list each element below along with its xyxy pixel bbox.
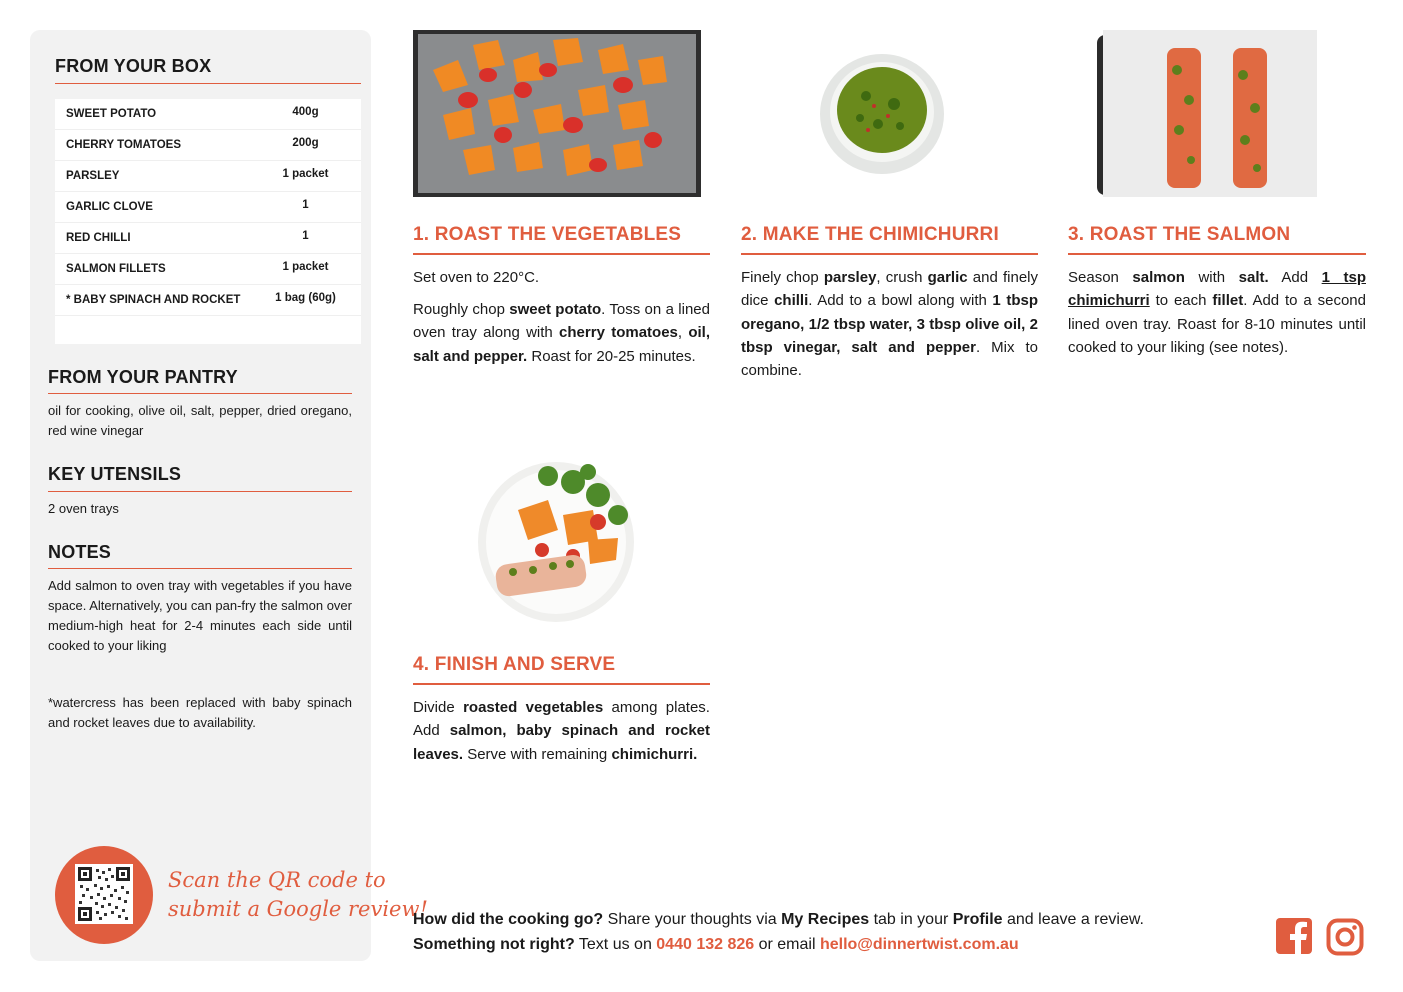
table-row [55,254,361,285]
ingredient-qty: 200g [292,137,319,149]
bold-text: salmon, baby spinach and rocket leaves. [413,722,711,763]
text-run: Finely chop [741,269,824,286]
bold-text: garlic [927,269,968,286]
box-title: FROM YOUR BOX [55,56,212,76]
table-row [55,130,361,161]
qr-review-caption [168,866,428,924]
feedback-line [413,911,1144,929]
feedback-text-c: and leave a review. [1002,911,1144,928]
table-row [55,223,361,254]
step4-title: 4. FINISH AND SERVE [413,654,616,675]
my-recipes-label: My Recipes [781,911,870,928]
bold-text: oil, salt and pepper. [413,324,710,365]
pantry-text: oil for cooking, olive oil, salt, pepper, dried oregano, red wine vinegar [48,403,352,438]
step3-title: 3. ROAST THE SALMON [1068,224,1291,245]
text-run: . Toss on a lined oven tray along with [413,301,710,342]
step4-method-text [413,696,710,766]
ingredient-name: SWEET POTATO [66,108,157,120]
step2-method-text [741,266,1038,382]
pantry-title: FROM YOUR PANTRY [48,367,238,387]
instagram-icon[interactable] [1326,918,1364,956]
ingredient-qty: 1 [302,199,309,211]
feedback-question: How did the cooking go? [413,911,604,928]
bold-text: sweet potato [509,301,602,318]
contact-question: Something not right? [413,936,575,953]
text-run: Roughly chop [413,301,510,318]
text-run: . Add to a second lined oven tray. Roast for 8-10 minutes until cooked to your liking (see notes). [1068,292,1366,356]
text-run: with [1184,269,1239,286]
bold-text: salt. [1238,269,1269,286]
utensils-title: KEY UTENSILS [48,464,182,484]
ingredient-name: RED CHILLI [66,232,131,244]
text-run: . Add to a bowl along with [808,292,993,310]
text-run: Roast for 20-25 minutes. [527,347,696,365]
table-row [55,161,361,192]
step1-divider [413,253,710,255]
ingredient-name: PARSLEY [66,170,120,182]
box-divider [55,83,361,84]
text-run: Divide [413,699,464,716]
text-run: among plates. Add [413,699,710,740]
bold-text: fillet [1212,292,1244,310]
roast-salmon-photo [1097,30,1323,197]
contact-text-b: or email [754,936,820,953]
finished-dish-photo [478,460,638,624]
text-run: Add [1268,269,1322,286]
ingredient-name: CHERRY TOMATOES [66,139,182,151]
ingredient-qty: 400g [292,106,319,118]
ingredient-qty: 1 bag (60g) [275,292,336,304]
qr-code-badge[interactable] [55,846,153,944]
bold-text: chimichurri. [611,745,698,763]
notes-footnote: *watercress has been replaced with baby spinach and rocket leaves due to availability. [48,695,352,730]
text-run: , [677,324,689,342]
step4-divider [413,683,710,685]
step3-divider [1068,253,1366,255]
phone-link[interactable]: 0440 132 826 [656,936,755,953]
text-run: and finely dice [741,269,1038,310]
ingredients-table [55,99,361,344]
step2-title: 2. MAKE THE CHIMICHURRI [741,224,999,245]
utensils-text: 2 oven trays [48,501,119,516]
step1-title: 1. ROAST THE VEGETABLES [413,224,682,245]
utensils-divider [48,491,352,492]
text-run: Season [1068,269,1133,286]
bold-text: parsley [823,269,877,286]
chimichurri-bowl-photo [818,52,946,176]
ingredient-qty: 1 [302,230,309,242]
email-link[interactable]: hello@dinnertwist.com.au [819,936,1019,953]
contact-line [413,936,1019,954]
step2-divider [741,253,1038,255]
qr-caption-line2: submit a Google review! [168,897,428,921]
ingredient-name: * BABY SPINACH AND ROCKET [66,294,241,306]
text-run: to each [1149,292,1213,310]
feedback-text-a: Share your thoughts via [603,911,782,928]
ingredient-qty: 1 packet [282,261,329,273]
pantry-divider [48,393,352,394]
facebook-icon[interactable] [1276,918,1314,956]
contact-text-a: Text us on [574,936,657,953]
notes-divider [48,568,352,569]
roast-vegetables-photo [413,30,701,197]
ingredient-name: SALMON FILLETS [66,263,166,275]
text-run: , crush [876,269,928,286]
feedback-text-b: tab in your [869,911,953,928]
qr-code-icon [75,864,133,924]
table-row [55,99,361,130]
step3-method-text [1068,266,1366,359]
table-row [55,285,361,316]
bold-text: salmon [1132,269,1185,286]
ingredient-name: GARLIC CLOVE [66,201,153,213]
profile-label: Profile [952,911,1003,928]
notes-text: Add salmon to oven tray with vegetables if you have space. Alternatively, you can pan-fry the salmon over medium-high heat for 2-4 minutes each side until cooked to your liking [48,578,352,653]
notes-title: NOTES [48,542,112,562]
step1-oven-text: Set oven to 220°C. [413,269,540,286]
text-run: Serve with remaining [463,745,612,763]
qr-caption-line1: Scan the QR code to [168,868,386,892]
table-row [55,192,361,223]
step1-method-text [413,298,710,368]
text-run: . Mix to combine. [741,338,1038,380]
ingredient-qty: 1 packet [282,168,329,180]
bold-text: 1 tbsp oregano, 1/2 tbsp water, 3 tbsp olive oil, 2 tbsp vinegar, salt and pepper [741,292,1038,356]
bold-text: roasted vegetables [463,699,604,716]
bold-text: 1 tsp chimichurri [1068,269,1366,310]
bold-text: chilli [774,292,809,310]
bold-text: cherry tomatoes [559,324,678,342]
